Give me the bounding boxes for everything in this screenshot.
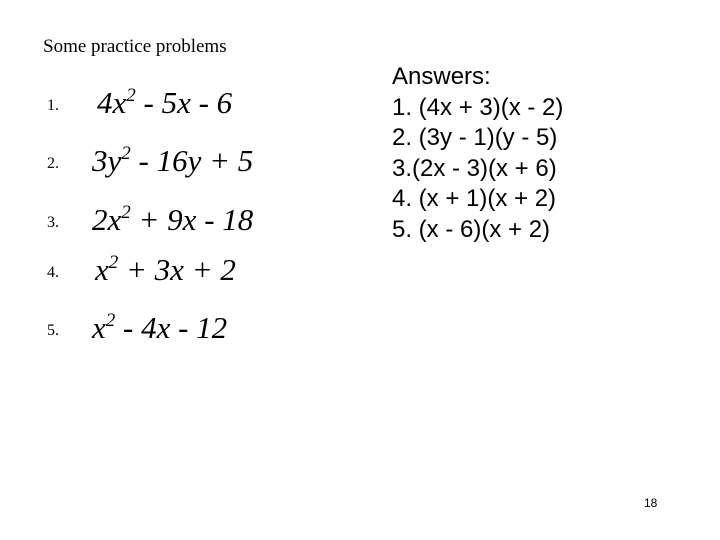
- problem-number: 3.: [47, 214, 59, 231]
- answers-block: [392, 62, 692, 245]
- expression-rest: + 3x + 2: [118, 252, 236, 287]
- page-number: 18: [644, 496, 658, 510]
- expression-rest: - 4x - 12: [115, 310, 228, 345]
- expression-base: 3y: [92, 143, 122, 178]
- answer-5: 5. (x - 6)(x + 2): [392, 215, 551, 243]
- answers-heading: Answers:: [392, 63, 491, 90]
- exponent: 2: [121, 143, 131, 164]
- problem-4: [0, 248, 360, 288]
- exponent: 2: [126, 85, 136, 106]
- answer-2: 2. (3y - 1)(y - 5): [392, 124, 558, 151]
- problem-expression: [92, 143, 253, 179]
- expression-rest: - 5x - 6: [135, 85, 233, 120]
- problem-expression: [97, 85, 232, 121]
- expression-rest: + 9x - 18: [130, 202, 254, 237]
- exponent: 2: [121, 202, 131, 223]
- problem-3: [0, 198, 360, 238]
- answer-1: 1. (4x + 3)(x - 2): [392, 93, 564, 121]
- expression-base: x: [92, 310, 106, 345]
- problem-expression: [92, 310, 227, 346]
- problem-number: 5.: [47, 322, 59, 339]
- expression-rest: - 16y + 5: [130, 143, 254, 178]
- problem-5: [0, 306, 360, 346]
- problem-number: 4.: [47, 264, 59, 281]
- answer-3: 3.(2x - 3)(x + 6): [392, 154, 557, 182]
- answer-4: 4. (x + 1)(x + 2): [392, 185, 557, 212]
- expression-base: 2x: [92, 202, 122, 237]
- problem-expression: [95, 252, 236, 288]
- problem-number: 1.: [47, 97, 59, 114]
- exponent: 2: [108, 252, 119, 273]
- expression-base: x: [95, 252, 109, 287]
- problem-number: 2.: [47, 155, 59, 172]
- slide-title: Some practice problems: [43, 36, 227, 57]
- problem-2: [0, 139, 360, 179]
- problem-expression: [92, 202, 253, 238]
- exponent: 2: [105, 310, 116, 331]
- problem-1: [0, 81, 360, 121]
- expression-base: 4x: [97, 85, 127, 120]
